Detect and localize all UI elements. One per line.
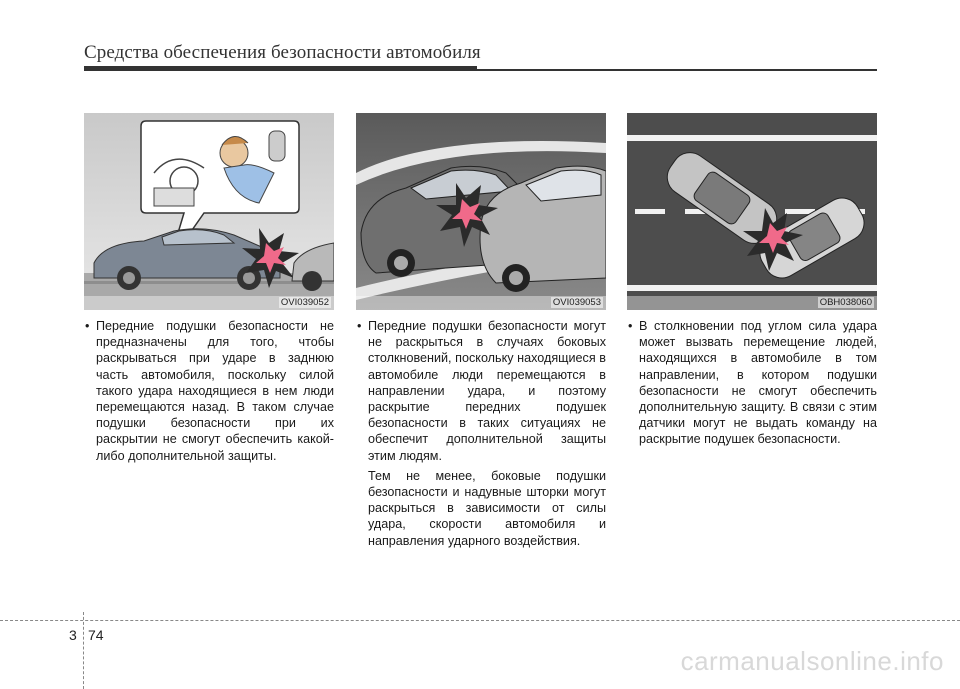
- figure-side-collision: [356, 113, 606, 310]
- watermark: carmanualsonline.info: [680, 646, 944, 676]
- chapter-number: 3: [69, 627, 77, 643]
- paragraph: • В столкновении под углом сила удара может вызвать перемещение людей, находящихся в автомобиле в том направлении, в котором подушки безопасности не смогут обеспечить дополнительную защиту. В связи с этим датчики могут не выдать команду на раскрытие подушек безопасности.: [627, 318, 877, 448]
- footer-rule: [0, 620, 960, 621]
- text-column-right: [627, 318, 877, 452]
- figure-code: OVI039053: [552, 297, 601, 308]
- paragraph: Тем не менее, боковые подушки безопасности и надувные шторки могут раскрыться в зависимости от силы удара, скорости автомобиля и направления ударного воздействия.: [368, 468, 606, 548]
- angle-collision-illustration: [627, 113, 877, 310]
- paragraph: • Передние подушки безопасности могут не раскрыться в случаях боковых столкновений, поскольку находящиеся в автомобиле люди перемещаются в направлении удара, и поэтому раскрытие передних подушек безопасности в таких ситуациях не обеспечит дополнительной защиты этим людям.: [356, 318, 606, 464]
- section-title: Средства обеспечения безопасности автомобиля: [84, 42, 481, 63]
- figure-frontal-collision: [84, 113, 334, 310]
- frontal-collision-airbag-illustration: [84, 113, 334, 310]
- header-rule: [84, 66, 477, 71]
- paragraph: • Передние подушки безопасности не предназначены для того, чтобы раскрываться при ударе в заднюю часть автомобиля, поскольку силой такого удара находящиеся в нем люди перемещаются назад. В таком случае подушки безопасности при их раскрытии не смогут обеспечить какой-либо дополнительной защиты.: [84, 318, 334, 464]
- text-column-left: [84, 318, 334, 468]
- figure-angle-collision: [627, 113, 877, 310]
- figure-code: OVI039052: [280, 297, 329, 308]
- text-column-middle: [356, 318, 606, 553]
- header-rule-thin: [477, 69, 877, 71]
- figure-code: OBH038060: [819, 297, 872, 308]
- footer-divider: [83, 612, 84, 689]
- page-number: 74: [88, 627, 104, 643]
- side-collision-illustration: [356, 113, 606, 310]
